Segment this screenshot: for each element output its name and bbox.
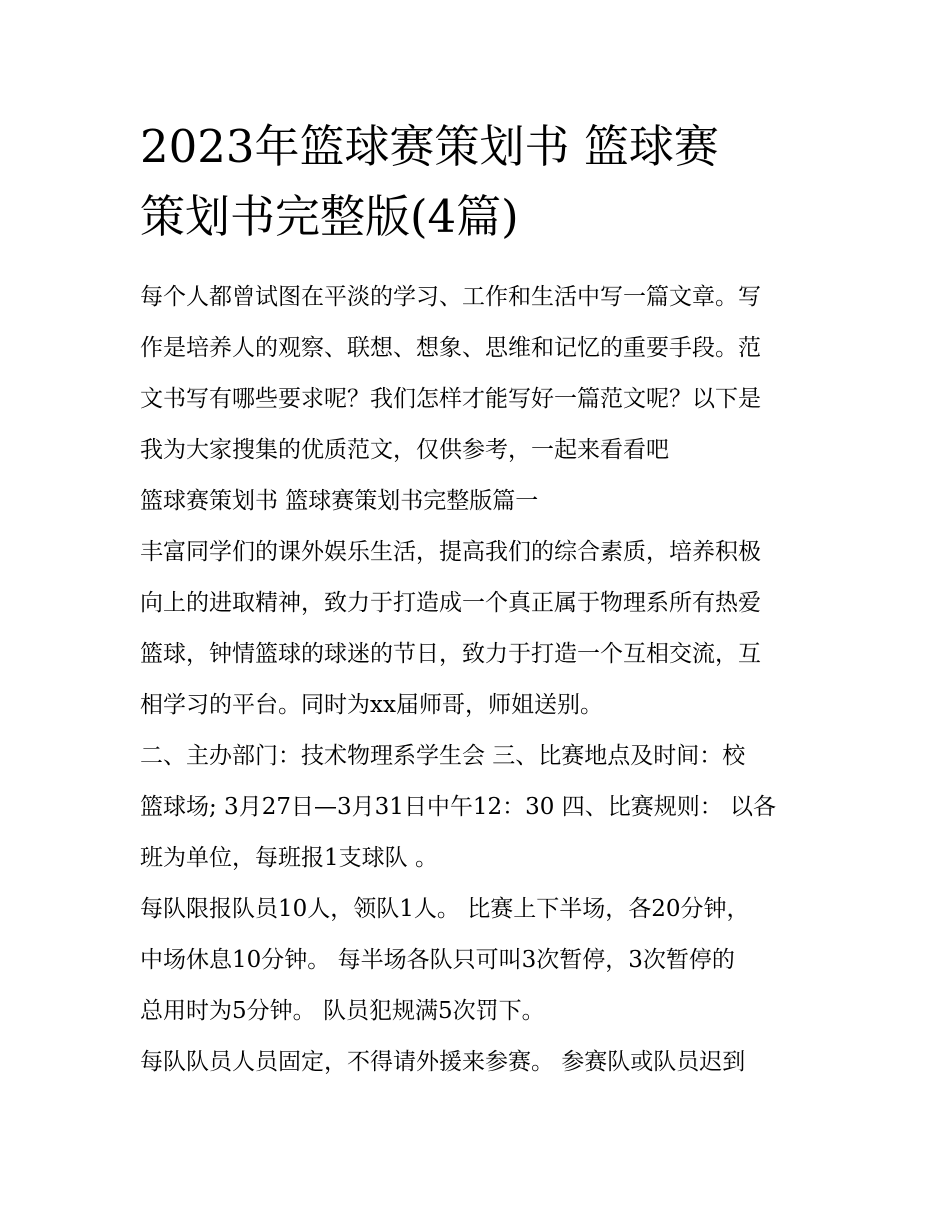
paragraph-rules: [140, 884, 812, 1037]
title-line-2: 策划书完整版(4篇): [140, 190, 519, 243]
text-line: 每个人都曾试图在平淡的学习、工作和生活中写一篇文章。写: [140, 284, 761, 310]
text-line: 篮球赛策划书 篮球赛策划书完整版篇一: [140, 488, 539, 514]
text-line: 班为单位，每班报1支球队 。: [140, 845, 438, 871]
paragraph-team-rules: [140, 1037, 812, 1088]
section-heading: [140, 476, 812, 527]
paragraph-organizer: [140, 731, 812, 884]
title-line-1: 2023年篮球赛策划书 篮球赛: [140, 120, 719, 173]
paragraph-purpose: [140, 527, 812, 731]
text-line: 我为大家搜集的优质范文，仅供参考，一起来看看吧: [140, 437, 669, 463]
text-line: 总用时为5分钟。 队员犯规满5次罚下。: [140, 998, 545, 1024]
text-line: 二、主办部门：技术物理系学生会 三、比赛地点及时间：校: [140, 743, 746, 769]
document-body: [140, 112, 812, 1088]
text-line: 文书写有哪些要求呢？我们怎样才能写好一篇范文呢？以下是: [140, 386, 761, 412]
text-line: 向上的进取精神，致力于打造成一个真正属于物理系所有热爱: [140, 590, 761, 616]
text-line: 中场休息10分钟。 每半场各队只可叫3次暂停，3次暂停的: [140, 947, 735, 973]
text-line: 丰富同学们的课外娱乐生活，提高我们的综合素质，培养积极: [140, 539, 761, 565]
document-title: [140, 112, 812, 252]
text-line: 篮球，钟情篮球的球迷的节日，致力于打造一个互相交流，互: [140, 641, 761, 667]
text-line: 作是培养人的观察、联想、想象、思维和记忆的重要手段。范: [140, 335, 761, 361]
text-line: 每队限报队员10人，领队1人。 比赛上下半场，各20分钟，: [140, 896, 750, 922]
text-line: 相学习的平台。同时为xx届师哥，师姐送别。: [140, 692, 603, 718]
text-line: 篮球场; 3月27日—3月31日中午12：30 四、比赛规则： 以各: [140, 794, 777, 820]
text-line: 每队队员人员固定，不得请外援来参赛。 参赛队或队员迟到: [140, 1049, 746, 1075]
paragraph-intro: [140, 272, 812, 476]
